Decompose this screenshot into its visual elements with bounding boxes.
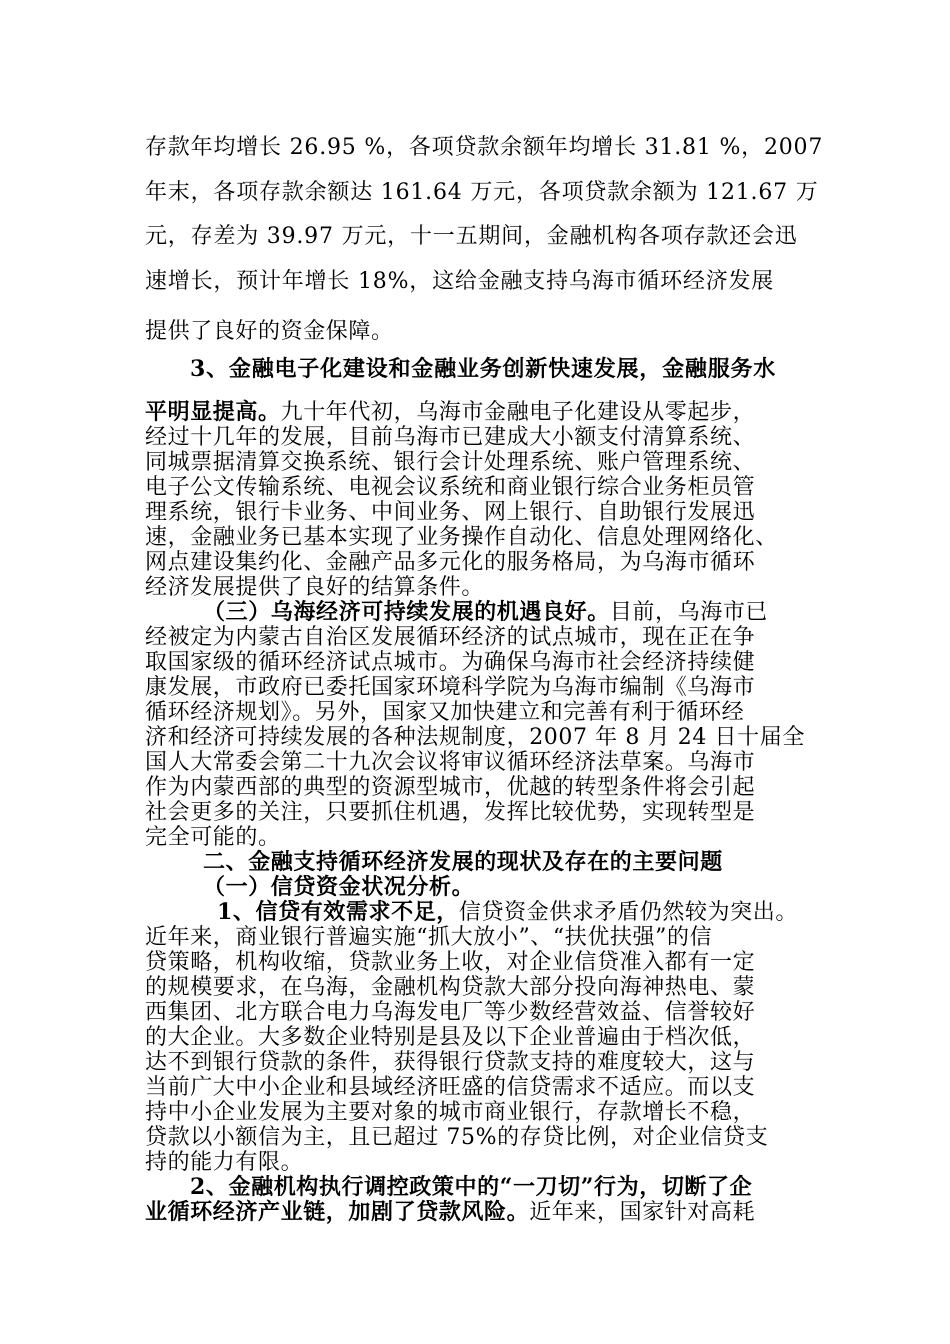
paragraph-deposit-growth-end <box>145 319 820 344</box>
text-line: 当前广大中小企业和县域经济旺盛的信贷需求不适应。而以支 <box>145 1075 756 1100</box>
text-line: 电子公文传输系统、电视会议系统和商业银行综合业务柜员管 <box>145 475 756 500</box>
text-line: 元，存差为 39.97 万元，十一五期间，金融机构各项存款还会迅 <box>145 224 798 249</box>
subsection-heading: 1、信贷有效需求不足， <box>217 899 459 925</box>
subsection-heading: （三）乌海经济可持续发展的机遇良好。 <box>203 599 610 625</box>
text-line: 经被定为内蒙古自治区发展循环经济的试点城市，现在正在争 <box>145 625 756 650</box>
text-line: 达不到银行贷款的条件，获得银行贷款支持的难度较大，这与 <box>145 1050 756 1075</box>
text-line: 目前，乌海市已 <box>609 600 769 625</box>
text-line: 康发展，市政府已委托国家环境科学院为乌海市编制《乌海市 <box>145 675 756 700</box>
text-line: 完全可能的。 <box>145 825 281 850</box>
paragraph-electronic-finance <box>145 347 820 392</box>
text-line: 近年来，国家针对高耗 <box>529 1200 756 1225</box>
text-line: 贷款以小额信为主，且已超过 75%的存贷比例，对企业信贷支 <box>145 1125 769 1150</box>
text-line: 持中小企业发展为主要对象的城市商业银行，存款增长不稳， <box>145 1100 756 1125</box>
text-line: 九十年代初，乌海市金融电子化建设从零起步， <box>280 400 756 425</box>
text-line: 作为内蒙西部的典型的资源型城市，优越的转型条件将会引起 <box>145 775 756 800</box>
text-line: 的大企业。大多数企业特别是县及以下企业普遍由于档次低， <box>145 1025 756 1050</box>
heading-continuation: 平明显提高。 <box>145 399 281 425</box>
subsection-heading: （一）信贷资金状况分析。 <box>203 874 475 900</box>
section-heading: 二、金融支持循环经济发展的现状及存在的主要问题 <box>203 849 723 875</box>
text-line: 西集团、北方联合电力乌海发电厂等少数经营效益、信誉较好 <box>145 1000 756 1025</box>
text-line: 理系统，银行卡业务、中间业务、网上银行、自助银行发展迅 <box>145 500 756 525</box>
text-line: 年末，各项存款余额达 161.64 万元，各项贷款余额为 121.67 万 <box>145 179 819 205</box>
text-line: 持的能力有限。 <box>145 1150 304 1175</box>
subsection-heading: 3、金融电子化建设和金融业务创新快速发展，金融服务水 <box>190 356 777 382</box>
text-line: 同城票据清算交换系统、银行会计处理系统、账户管理系统、 <box>145 450 756 475</box>
text-line: 取国家级的循环经济试点城市。为确保乌海市社会经济持续健 <box>145 650 756 675</box>
text-line: 近年来，商业银行普遍实施“抓大放小”、“扶优扶强”的信 <box>145 925 713 950</box>
paragraph-deposit-growth <box>145 126 824 304</box>
text-line: 存款年均增长 26.95 %，各项贷款余额年均增长 31.81 %，2007 <box>145 135 824 160</box>
heading-continuation: 业循环经济产业链，加剧了贷款风险。 <box>145 1199 530 1225</box>
text-line: 信贷资金供求矛盾仍然较为突出。 <box>458 900 798 925</box>
text-line: 速增长，预计年增长 18%，这给金融支持乌海市循环经济发展 <box>145 268 775 294</box>
text-line: 国人大常委会第二十九次会议将审议循环经济法草案。乌海市 <box>145 750 756 775</box>
text-line: 提供了良好的资金保障。 <box>145 319 394 344</box>
text-line: 社会更多的关注，只要抓住机遇，发挥比较优势，实现转型是 <box>145 800 756 825</box>
text-line: 济和经济可持续发展的各种法规制度，2007 年 8 月 24 日十届全 <box>145 725 805 750</box>
text-line: 循环经济规划》。另外，国家又加快建立和完善有利于循环经 <box>145 700 745 725</box>
text-line: 速，金融业务已基本实现了业务操作自动化、信息处理网络化、 <box>145 525 778 550</box>
subsection-heading: 2、金融机构执行调控政策中的“一刀切”行为，切断了企 <box>190 1174 753 1200</box>
text-line: 网点建设集约化、金融产品多元化的服务格局，为乌海市循环 <box>145 550 756 575</box>
text-line: 经济发展提供了良好的结算条件。 <box>145 575 485 600</box>
text-line: 经过十几年的发展，目前乌海市已建成大小额支付清算系统、 <box>145 425 756 450</box>
paragraph-electronic-finance-body <box>145 400 820 1225</box>
text-line: 的规模要求，在乌海，金融机构贷款大部分投向海神热电、蒙 <box>145 975 756 1000</box>
text-line: 贷策略，机构收缩，贷款业务上收，对企业信贷准入都有一定 <box>145 950 756 975</box>
